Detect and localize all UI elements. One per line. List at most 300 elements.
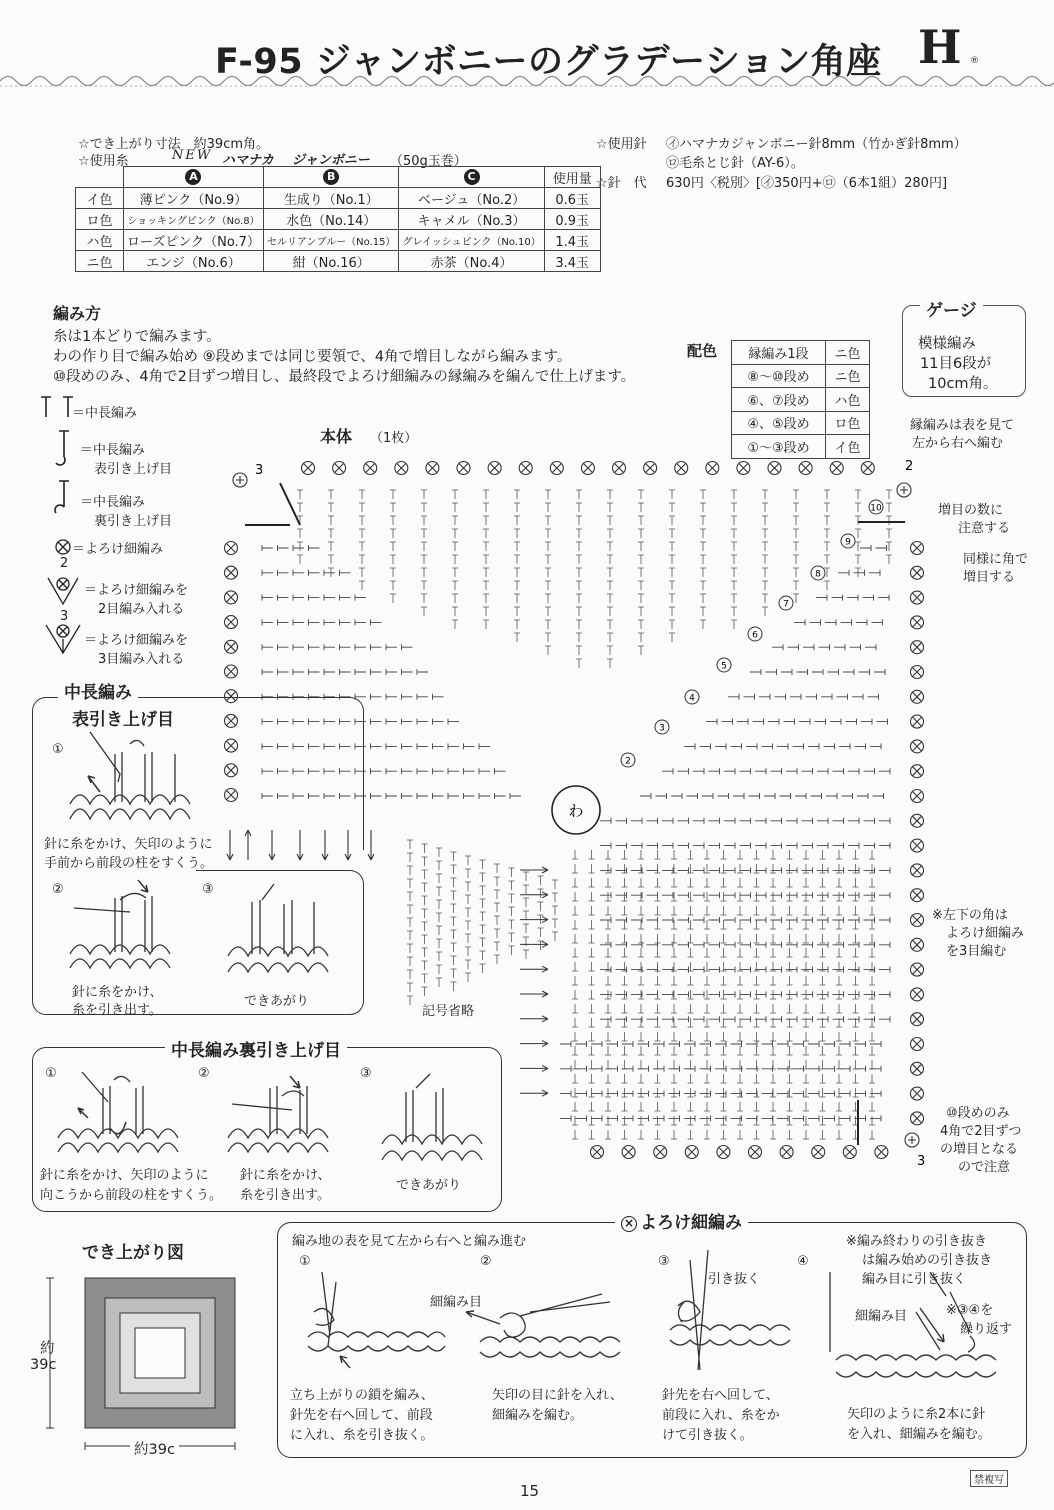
fp-step-2-illustration [60,868,190,978]
round-marker-number: 4 [689,693,695,704]
page-number: 15 [520,1482,540,1500]
fp-step-2-caption-1: 針に糸をかけ、 [72,985,163,1000]
yoroke-step-1-caption-1: 立ち上がりの鎖を編み、 [290,1388,434,1403]
border-stitch-left [225,640,238,653]
round-marker-number: 3 [659,723,665,734]
border-stitch-right [911,914,924,927]
direction-arrow [368,830,374,860]
method-line-1: 糸は1本どりで編みます。 [53,329,221,345]
border-stitch-top [426,462,439,475]
round-marker-number: 9 [845,537,851,548]
border-stitch-right [911,1013,924,1026]
chart-note-br-2: 4角で2目ずつ [940,1124,1022,1139]
border-stitch-top [830,462,843,475]
bp-step-2-num: ② [198,1066,210,1081]
yoroke-step-1-num: ① [299,1254,311,1269]
border-stitch-top [550,462,563,475]
border-stitch-top [737,462,750,475]
border-stitch-right [911,740,924,753]
border-stitch-bottom [591,1146,604,1159]
legend-ysc2-a: ＝よろけ細編みを [84,583,189,598]
yoroke-step-1-caption-3: に入れ、糸を引き抜く。 [290,1428,434,1443]
chart-row-right [860,545,887,551]
fp-box-title-2: 表引き上げ目 [66,705,180,730]
chart-column-stitches-lower [494,864,500,964]
table-cell: イ色 [76,188,124,209]
yoroke-step-2-caption-2: 細編みを編む。 [492,1408,584,1423]
yoroke-title [615,1208,748,1233]
yoroke-note-3: 編み目に引き抜く [862,1272,967,1287]
border-stitch-right [911,765,924,778]
gauge-title: ゲージ [920,296,983,321]
chart-note-br-1: ⑩段めのみ [946,1106,1010,1121]
chart-row-right [684,743,881,749]
bp-step-2-caption-2: 糸を引き出す。 [240,1188,330,1203]
chart-row-left [262,545,320,551]
yoroke-step-4-num: ④ [797,1254,809,1269]
bp-step-1-illustration [48,1068,188,1160]
border-stitch-right [911,1112,924,1125]
border-stitch-right [911,1062,924,1075]
border-stitch-right [911,814,924,827]
chart-note-same-1: 同様に角で [963,552,1029,567]
corner-increase-cross [908,1136,916,1144]
yoroke-note-4: ※③④を [946,1303,994,1318]
bp-step-3-caption: できあがり [396,1178,462,1193]
chart-note-same-2: 増目する [963,570,1016,585]
chart-column-stitches-lower [451,852,457,991]
yoroke-note-1: ※編み終わりの引き抜き [846,1234,987,1249]
yarn-label: ☆使用糸 [78,154,129,169]
chart-row-left [262,595,366,601]
legend-hdc: ＝中長編み [72,406,138,421]
direction-arrow-row [520,991,548,997]
bp-hdc-symbol [55,481,69,513]
yoroke-step-3-caption-1: 針先を右へ回して、 [662,1388,779,1403]
table-cell: ショッキングピンク（No.8） [124,209,264,230]
border-stitch-top [302,462,315,475]
chart-column-stitches-lower [538,876,544,950]
bp-step-2-illustration [220,1068,345,1160]
chart-column-stitches [731,490,737,629]
yoroke-step-3-caption-3: けて引き抜く。 [662,1428,753,1443]
chart-row-left [262,669,428,675]
border-stitch-top [706,462,719,475]
corner-increase-cross [236,476,244,484]
chart-note-tr-1: 縁編みは表を見て [910,418,1015,433]
legend-ysc3-b: 3目編み入れる [98,652,185,667]
table-cell: ニ色 [76,251,124,272]
finished-width-label: 約39c [130,1438,179,1459]
legend-ysc: ＝よろけ細編み [72,542,164,557]
chart-note-br-3: の増目となる [940,1142,1019,1157]
method-line-3: ⑩段めのみ、4角で2目ずつ増目し、最終段でよろけ細編みの縁編みを編んで仕上げます。 [53,369,636,385]
border-stitch-top [581,462,594,475]
border-stitch-top [519,462,532,475]
gauge-line-2: 11目6段が [920,356,992,372]
table-cell: 縁編み1段 [732,341,826,365]
border-stitch-right [911,1038,924,1051]
table-cell: ロ色 [76,209,124,230]
table-cell: ④、⑤段め [732,411,826,435]
bp-step-1-caption-1: 針に糸をかけ、矢印のように [40,1168,209,1183]
table-row [76,188,601,209]
border-stitch-right [911,591,924,604]
bp-box-title: 中長編み裏引き上げ目 [165,1036,347,1061]
direction-arrow-row [520,1090,548,1096]
direction-arrow-row [520,1065,548,1071]
table-cell: ⑧～⑩段め [732,364,826,388]
border-stitch-right [911,1087,924,1100]
yarn-name: ジャンボニー [292,153,370,168]
needle-1: ㋑ハマナカジャンボニー針8mm（竹かぎ針8mm） [666,137,967,152]
border-stitch-top [675,462,688,475]
price: 630円〈税別〉[㋑350円+㋺（6本1組）280円] [666,176,948,191]
yarn-ball: （50g玉巻） [390,154,467,169]
border-stitch-right [911,790,924,803]
finished-size: ☆でき上がり寸法 約39cm角。 [78,137,270,152]
table-row [732,341,870,365]
chart-column-stitches [855,490,861,577]
table-cell: 水色（No.14） [263,209,399,230]
table-row [76,167,601,188]
fp-step-3-illustration [222,880,342,980]
border-stitch-top [364,462,377,475]
ysc3-symbol [46,625,80,653]
border-stitch-right [911,690,924,703]
copy-prohibited-note: 禁複写 [970,1470,1008,1487]
bp-step-1-caption-2: 向こうから前段の柱をすくう。 [40,1188,223,1203]
border-stitch-right [911,666,924,679]
table-row [732,364,870,388]
table-cell: ローズピンク（No.7） [124,230,264,251]
yoroke-step-4-caption-1: 矢印のように糸2本に針 [847,1407,986,1422]
finished-square-inner [135,1328,185,1378]
chart-column-stitches [576,490,582,668]
yoroke-step-2-num: ② [480,1254,492,1269]
chart-column-stitches [638,490,644,655]
chart-column-stitches [452,490,458,629]
price-label: ☆針 代 [596,176,647,191]
chart-column-stitches-lower-right [572,850,578,1139]
table-cell: 赤茶（No.4） [399,251,544,272]
yoroke-step-2-label: 細編み目 [430,1295,483,1310]
border-stitch-top [613,462,626,475]
yoroke-step-1-caption-2: 針先を右へ回して、前段 [290,1408,433,1423]
corner-tl-count: 3 [255,463,264,478]
fp-step-1-caption-2: 手前から前段の柱をすくう。 [44,856,214,871]
table-cell: ⑥、⑦段め [732,388,826,412]
legend-bp-2: 裏引き上げ目 [94,514,173,529]
fp-step-3-caption: できあがり [244,994,310,1009]
border-stitch-right [911,715,924,728]
table-cell: 生成り（No.1） [263,188,399,209]
border-stitch-bottom [622,1146,635,1159]
chart-row-right [794,619,883,625]
border-stitch-right [911,889,924,902]
border-stitch-top [768,462,781,475]
table-cell: ニ色 [826,364,870,388]
table-row [76,251,601,272]
border-stitch-bottom [749,1146,762,1159]
border-stitch-right [911,864,924,877]
direction-arrow-row [520,966,548,972]
chart-column-stitches [328,490,334,577]
chart-note-bl-2: よろけ細編み [946,926,1025,941]
table-cell: ニ色 [826,341,870,365]
border-stitch-left [225,566,238,579]
yoroke-step-3-caption-2: 前段に入れ、糸をか [662,1408,780,1423]
chart-count: （1枚） [370,431,418,446]
chart-row-right [772,644,876,650]
corner-increase-cross [900,486,908,494]
chart-row-right [816,595,889,601]
chart-note-br-4: ので注意 [958,1160,1011,1175]
chart-column-stitches-lower [480,860,486,973]
chart-row-left [262,570,351,576]
hdc-symbol-a [41,397,51,417]
border-stitch-bottom [812,1146,825,1159]
chart-row-right [600,867,890,873]
chart-note-bl-1: ※左下の角は [932,908,1008,923]
legend-bp-1: ＝中長編み [80,495,146,510]
border-stitch-bottom [654,1146,667,1159]
chart-row-right [706,719,888,725]
table-cell: ベージュ（No.2） [399,188,544,209]
chart-note-10a: 増目の数に [938,503,1004,518]
table-cell: イ色 [826,435,870,459]
fp-step-1-illustration [60,724,210,834]
corner-br-count: 3 [917,1154,926,1167]
border-stitch-bottom [717,1146,730,1159]
border-stitch-top [861,462,874,475]
chart-column-stitches [793,490,799,603]
chart-row-right [600,991,890,997]
fp-box-title-1: 中長編み [58,678,138,703]
chart-column-stitches [359,490,365,590]
chart-title: 本体 [320,427,353,446]
bp-step-2-caption-1: 針に糸をかけ、 [240,1168,331,1183]
legend-ysc3-a: ＝よろけ細編みを [84,633,189,648]
needle-2: ㋺毛糸とじ針（AY-6）。 [666,156,804,171]
chart-row-right [728,694,879,700]
table-cell: 0.6玉 [544,188,600,209]
yoroke-step-2-illustration [460,1290,635,1380]
chart-column-stitches-lower-right [589,850,595,1139]
border-stitch-right [911,938,924,951]
border-stitch-top [799,462,812,475]
legend-fp-1: ＝中長編み [80,443,146,458]
border-stitch-top [644,462,657,475]
table-cell: 3.4玉 [544,251,600,272]
round-marker-number: 2 [625,756,631,767]
chart-column-stitches-lower [407,840,413,1005]
chart-note-10b: 注意する [958,521,1011,536]
decorative-lace-border [0,70,1054,92]
bp-step-3-illustration [376,1068,486,1168]
chart-column-stitches [514,490,520,642]
chart-column-stitches [297,490,303,564]
chart-column-stitches [390,490,396,603]
border-stitch-left [225,591,238,604]
bp-step-3-num: ③ [360,1066,372,1081]
ysc-icon: × [621,1216,637,1232]
brand-logo: H [918,20,962,74]
fp-step-2-caption-2: 糸を引き出す。 [72,1003,162,1018]
legend-ysc3-n: 3 [60,609,69,624]
yoroke-step-2-caption-1: 矢印の目に針を入れ、 [492,1388,623,1403]
fp-step-2-num: ② [52,882,64,897]
border-stitch-top [457,462,470,475]
chart-column-stitches [762,490,768,616]
legend-fp-2: 表引き上げ目 [94,462,173,477]
needle-label: ☆使用針 [596,137,647,152]
chart-center-label: わ [568,802,584,820]
chart-column-stitches-lower [465,856,471,982]
fp-hdc-symbol [56,431,69,465]
page-title: F-95 ジャンボニーのグラデーション角座 [215,42,882,82]
border-stitch-right [911,641,924,654]
color-config-table [731,340,870,459]
fp-step-1-num: ① [52,742,64,757]
border-stitch-right [911,988,924,1001]
finished-height-label-1: 約 [40,1341,55,1357]
chart-note-bl-3: を3目編む [946,944,1007,959]
chart-row-right [600,843,890,849]
table-cell: ロ色 [826,411,870,435]
yoroke-note-5: 繰り返す [960,1322,1013,1337]
table-cell: グレイッシュピンク（No.10） [399,230,544,251]
chart-row-right [640,793,884,799]
chart-column-stitches-lower [436,848,442,987]
chart-column-stitches [545,490,551,655]
table-cell: 紺（No.16） [263,251,399,272]
variant-c-badge: C [464,169,480,185]
round-marker-number: 5 [721,661,727,672]
yarn-new: NEW [172,148,213,163]
chart-omit-note: 記号省略 [422,1004,475,1019]
yoroke-step-3-num: ③ [658,1254,670,1269]
chart-row-right [600,917,890,923]
chart-row-right [838,570,880,576]
table-cell: エンジ（No.6） [124,251,264,272]
color-config-label: 配色 [687,342,718,360]
chart-column-stitches [886,490,892,564]
chart-row-right [600,967,890,973]
table-row [76,230,601,251]
chart-column-stitches [700,490,706,629]
method-heading: 編み方 [53,304,102,323]
chart-column-stitches-lower [509,868,515,955]
chart-column-stitches [421,490,427,616]
legend-ysc2-n: 2 [60,556,69,571]
chart-column-stitches-lower [552,880,558,941]
chart-column-stitches [607,490,613,668]
table-row [76,209,601,230]
direction-arrow-row [520,941,548,947]
table-cell: 薄ピンク（No.9） [124,188,264,209]
direction-arrow-row [520,1041,548,1047]
border-stitch-bottom [843,1146,856,1159]
yoroke-step-3-illustration [660,1250,800,1380]
table-cell: 1.4玉 [544,230,600,251]
yoroke-step-4-caption-2: を入れ、細編みを編む。 [847,1427,991,1442]
direction-arrow-row [520,917,548,923]
chart-column-stitches-lower [523,872,529,959]
table-row [732,388,870,412]
border-stitch-bottom [780,1146,793,1159]
chart-row-right [750,669,885,675]
chart-row-left [262,619,382,625]
border-stitch-top [395,462,408,475]
chart-column-stitches-lower [422,844,428,996]
bp-step-1-num: ① [45,1066,57,1081]
border-stitch-right [911,616,924,629]
round-marker-number: 6 [752,630,758,641]
chart-row-right [600,892,890,898]
border-stitch-left [225,616,238,629]
border-stitch-right [911,566,924,579]
ysc2-symbol [48,578,78,604]
gauge-line-3: 10cm角。 [928,376,998,392]
border-stitch-top [488,462,501,475]
method-line-2: わの作り目で編み始め ⑨段めまでは同じ要領で、4角で増目しながら編みます。 [53,349,572,365]
chart-note-tr-2: 左から右へ編む [912,436,1004,451]
chart-row-left [262,644,413,650]
border-stitch-bottom [685,1146,698,1159]
yoroke-step-1-illustration [300,1272,450,1377]
border-stitch-right [911,839,924,852]
round-marker-number: 7 [783,599,789,610]
table-cell: ハ色 [76,230,124,251]
table-row [732,411,870,435]
chart-column-stitches [669,490,675,642]
yoroke-intro: 編み地の表を見て左から右へと編み進む [292,1234,527,1249]
border-stitch-left [225,542,238,555]
table-cell: キャメル（No.3） [399,209,544,230]
chart-row-right [600,818,890,824]
chart-row-right [662,768,890,774]
yoroke-step-4-illustration [820,1272,1020,1400]
yoroke-title-text: よろけ細編み [640,1213,742,1233]
fp-step-1-caption-1: 針に糸をかけ、矢印のように [44,837,213,852]
chart-column-stitches [483,490,489,629]
usage-header: 使用量 [544,167,600,188]
yoroke-note-2: は編み始めの引き抜き [862,1253,993,1268]
fp-step-3-num: ③ [202,882,214,897]
chart-center-ring [552,786,600,834]
border-stitch-top [333,462,346,475]
border-stitch-left [225,665,238,678]
border-stitch-right [911,963,924,976]
border-stitch-bottom [875,1146,888,1159]
round-marker-number: 8 [815,569,821,580]
yarn-color-table [75,166,601,272]
table-cell: ハ色 [826,388,870,412]
border-stitch-right [911,542,924,555]
yarn-brand: ハマナカ [222,153,274,168]
yoroke-step-4-label: 細編み目 [855,1309,908,1324]
ysc-symbol [56,540,70,554]
chart-row-right [600,1016,890,1022]
brand-registered-mark: ® [970,56,979,66]
table-cell: セルリアンブルー（No.15） [263,230,399,251]
table-cell: 0.9玉 [544,209,600,230]
round-marker-number: 10 [870,503,882,514]
yoroke-step-3-label: 引き抜く [708,1272,761,1287]
direction-arrow-row [520,1016,548,1022]
table-cell: ①～③段め [732,435,826,459]
